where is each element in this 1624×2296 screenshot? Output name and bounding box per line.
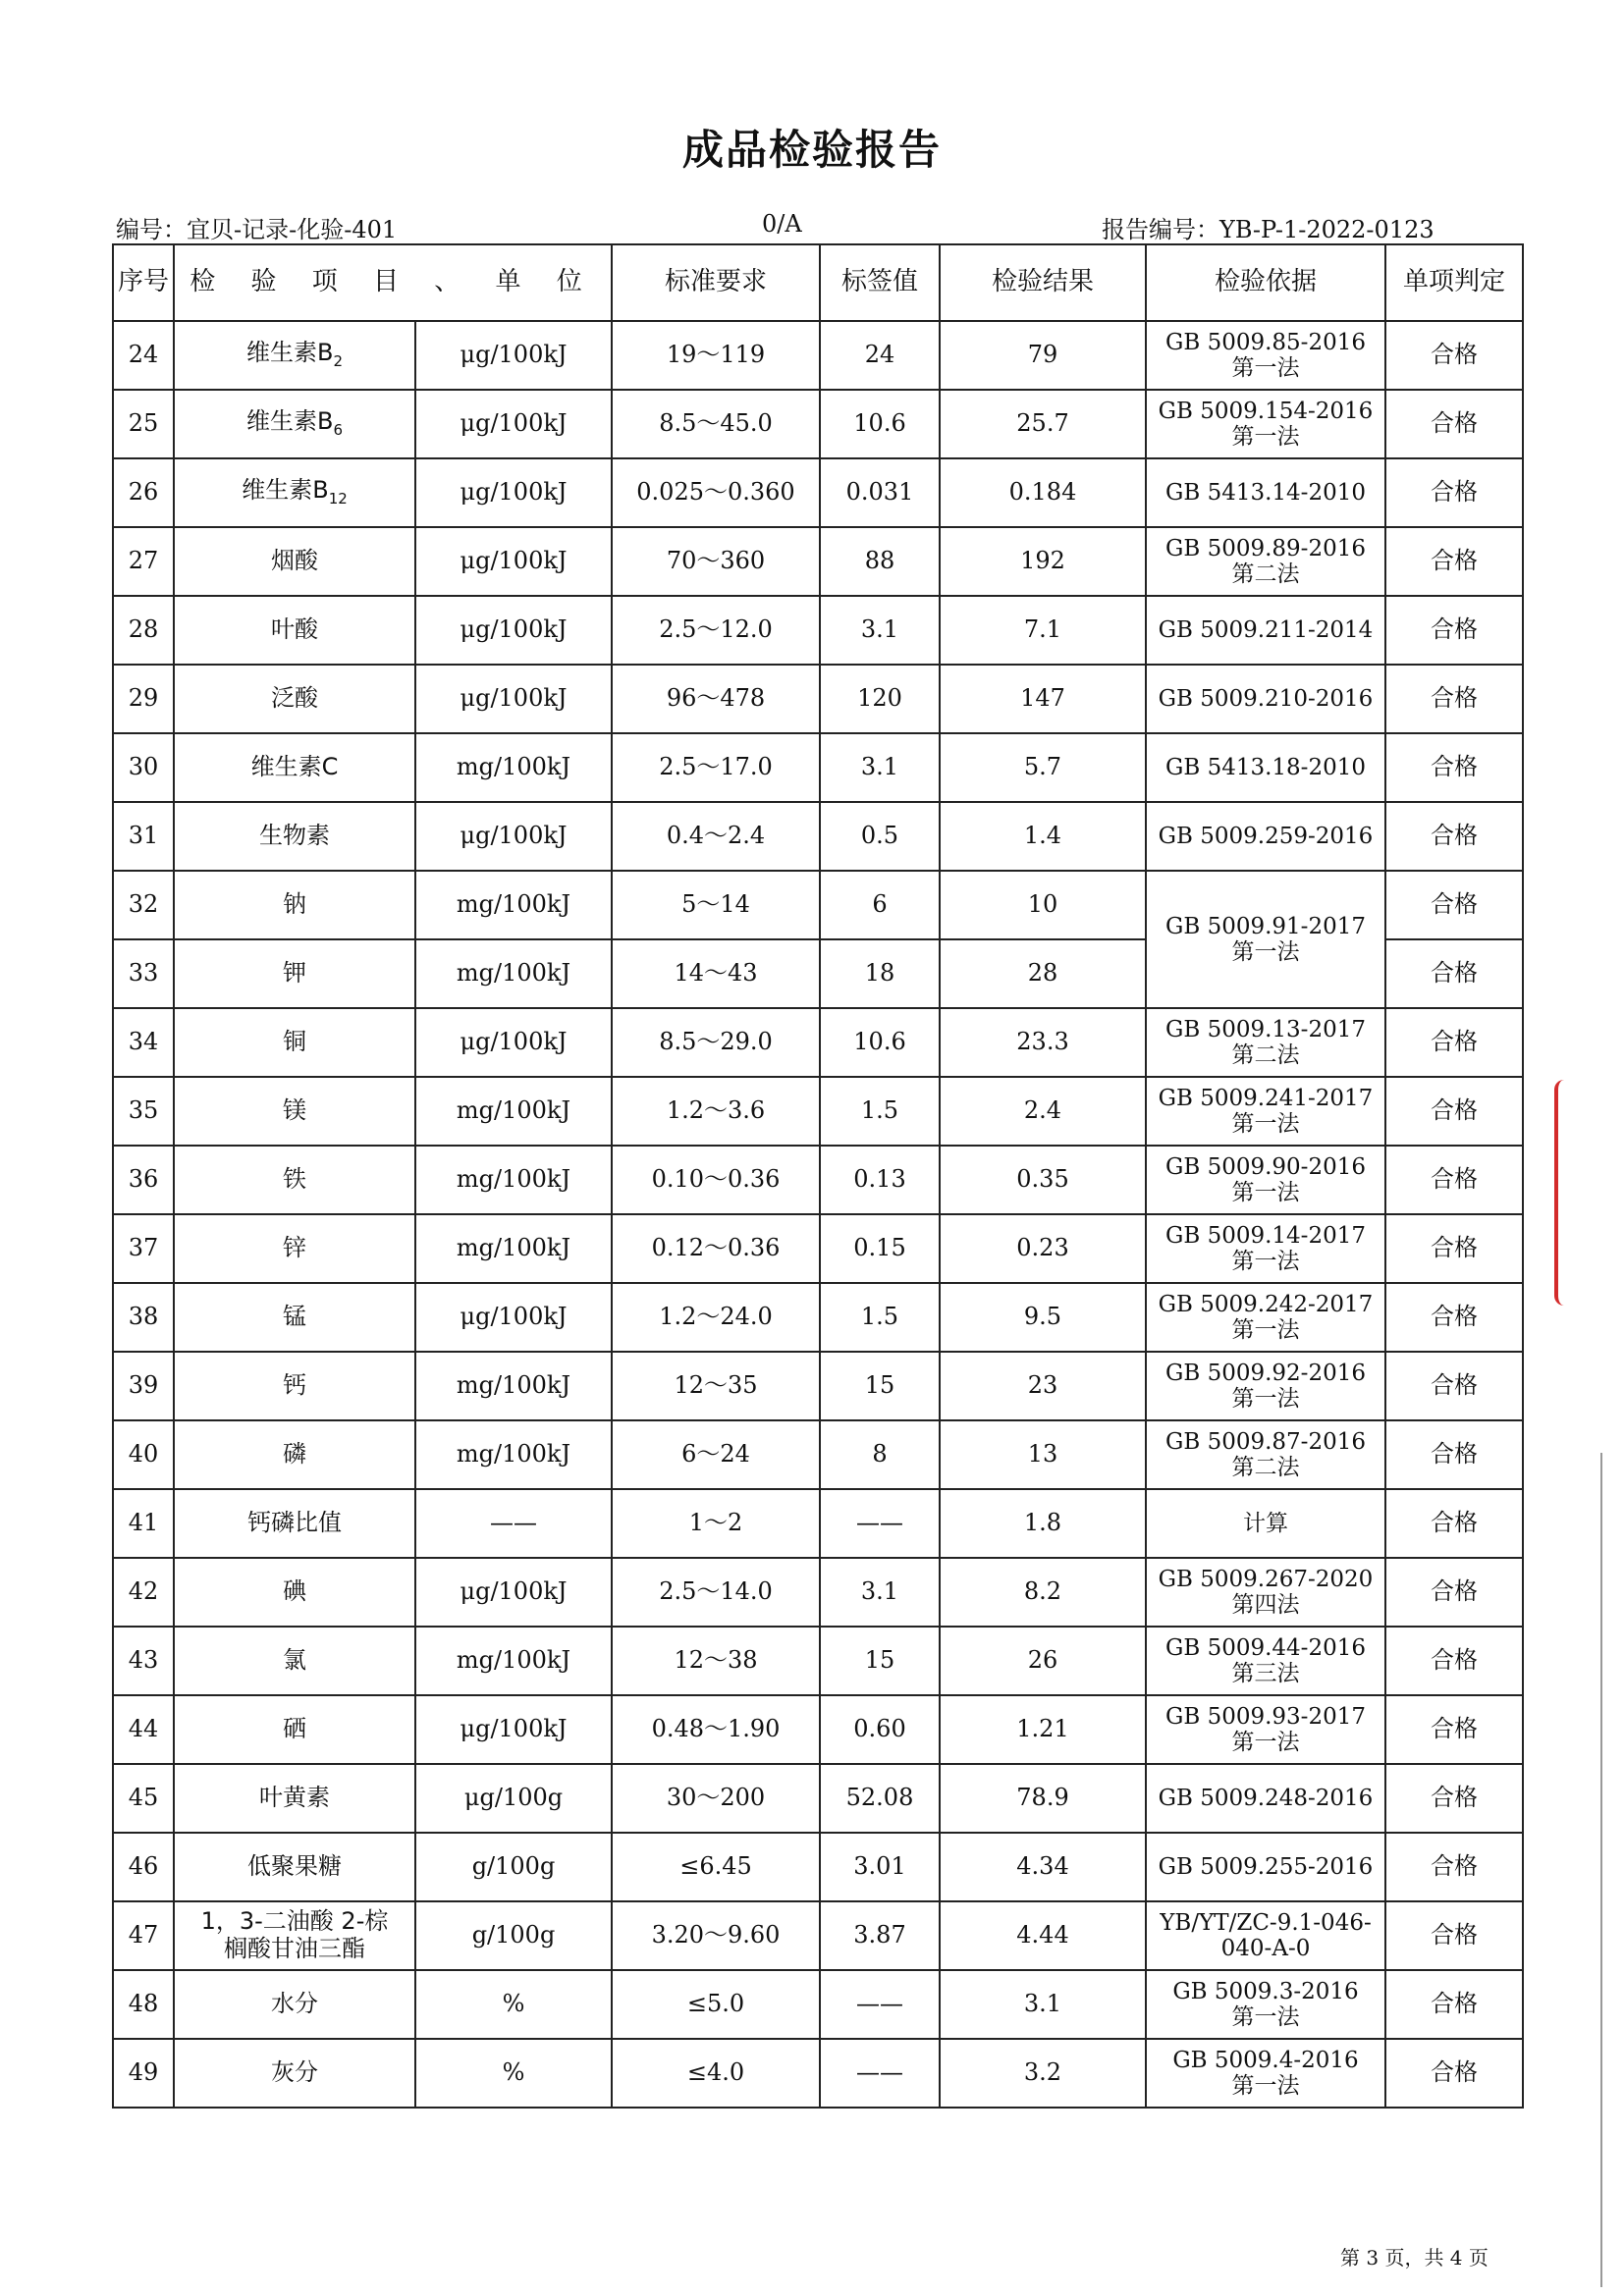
item-name-text: 水分 [271, 1990, 318, 2018]
item-name-text: 钾 [283, 959, 306, 988]
item-name-text: 磷 [283, 1440, 306, 1468]
test-result: 10 [940, 871, 1146, 939]
table-header-row [113, 244, 1523, 321]
test-basis: 计算 [1146, 1489, 1385, 1558]
item-unit: μg/100g [415, 1764, 612, 1833]
item-unit: μg/100kJ [415, 596, 612, 665]
row-number: 28 [113, 596, 174, 665]
test-basis: GB 5009.91-2017 第一法 [1146, 871, 1385, 1008]
standard-requirement: 14～43 [612, 939, 820, 1008]
page-footer: 第 3 页，共 4 页 [1340, 2246, 1489, 2269]
page-edge-line [1600, 1453, 1602, 2287]
standard-requirement: 0.025～0.360 [612, 458, 820, 527]
item-name [174, 733, 415, 802]
judgement: 合格 [1385, 1764, 1523, 1833]
test-result: 13 [940, 1420, 1146, 1489]
row-number: 38 [113, 1283, 174, 1352]
item-name-text: 铁 [283, 1165, 306, 1194]
label-value: —— [820, 1489, 940, 1558]
judgement: 合格 [1385, 665, 1523, 733]
table-row [113, 665, 1523, 733]
header-standard: 标准要求 [612, 244, 820, 321]
table-row [113, 458, 1523, 527]
item-name [174, 1077, 415, 1146]
item-name-subscript: 12 [328, 490, 348, 508]
item-unit: mg/100kJ [415, 939, 612, 1008]
item-unit: —— [415, 1489, 612, 1558]
test-basis: GB 5009.14-2017 第一法 [1146, 1214, 1385, 1283]
label-value: 3.1 [820, 733, 940, 802]
judgement: 合格 [1385, 1695, 1523, 1764]
row-number: 42 [113, 1558, 174, 1627]
judgement: 合格 [1385, 1970, 1523, 2039]
test-result: 7.1 [940, 596, 1146, 665]
test-result: 3.2 [940, 2039, 1146, 2108]
label-value: 0.13 [820, 1146, 940, 1214]
test-result: 26 [940, 1627, 1146, 1695]
judgement: 合格 [1385, 802, 1523, 871]
item-name [174, 1970, 415, 2039]
item-name-text: 锰 [283, 1303, 306, 1331]
test-basis: GB 5009.267-2020 第四法 [1146, 1558, 1385, 1627]
item-unit: μg/100kJ [415, 1008, 612, 1077]
item-unit: μg/100kJ [415, 321, 612, 390]
item-unit: μg/100kJ [415, 1283, 612, 1352]
test-result: 2.4 [940, 1077, 1146, 1146]
item-name-subscript: 2 [333, 352, 343, 371]
item-name-text: 维生素C [250, 753, 339, 781]
label-value: 15 [820, 1627, 940, 1695]
row-number: 48 [113, 1970, 174, 2039]
table-row [113, 1901, 1523, 1970]
header-result: 检验结果 [940, 244, 1146, 321]
table-row [113, 802, 1523, 871]
judgement: 合格 [1385, 1214, 1523, 1283]
table-row [113, 1764, 1523, 1833]
test-basis: GB 5009.210-2016 [1146, 665, 1385, 733]
test-basis: GB 5009.255-2016 [1146, 1833, 1385, 1901]
row-number: 30 [113, 733, 174, 802]
test-basis: GB 5413.18-2010 [1146, 733, 1385, 802]
label-value: 88 [820, 527, 940, 596]
item-unit: mg/100kJ [415, 1077, 612, 1146]
item-name-text: 低聚果糖 [247, 1852, 342, 1881]
standard-requirement: 19～119 [612, 321, 820, 390]
test-basis: GB 5009.87-2016 第二法 [1146, 1420, 1385, 1489]
label-value: 3.1 [820, 596, 940, 665]
label-value: 52.08 [820, 1764, 940, 1833]
row-number: 29 [113, 665, 174, 733]
judgement: 合格 [1385, 1146, 1523, 1214]
table-row [113, 1695, 1523, 1764]
test-result: 79 [940, 321, 1146, 390]
item-name [174, 802, 415, 871]
item-name [174, 1352, 415, 1420]
table-row [113, 1146, 1523, 1214]
item-name-text: 碘 [283, 1577, 306, 1606]
item-name [174, 1901, 415, 1970]
item-name-text: 钙 [283, 1371, 306, 1400]
test-basis: GB 5009.92-2016 第一法 [1146, 1352, 1385, 1420]
item-unit: mg/100kJ [415, 1214, 612, 1283]
red-stamp-fragment [1546, 1080, 1605, 1306]
item-name [174, 871, 415, 939]
item-unit: mg/100kJ [415, 1420, 612, 1489]
item-name-text: 铜 [283, 1028, 306, 1056]
judgement: 合格 [1385, 321, 1523, 390]
table-row [113, 527, 1523, 596]
test-result: 147 [940, 665, 1146, 733]
row-number: 32 [113, 871, 174, 939]
test-basis: GB 5413.14-2010 [1146, 458, 1385, 527]
judgement: 合格 [1385, 596, 1523, 665]
test-result: 23.3 [940, 1008, 1146, 1077]
item-name [174, 1695, 415, 1764]
row-number: 44 [113, 1695, 174, 1764]
test-result: 28 [940, 939, 1146, 1008]
item-name-text: 钙磷比值 [247, 1509, 342, 1537]
item-name [174, 1627, 415, 1695]
label-value: 10.6 [820, 1008, 940, 1077]
item-unit: μg/100kJ [415, 1558, 612, 1627]
judgement: 合格 [1385, 1558, 1523, 1627]
standard-requirement: 8.5～45.0 [612, 390, 820, 458]
standard-requirement: 1～2 [612, 1489, 820, 1558]
item-unit: g/100g [415, 1833, 612, 1901]
test-basis: GB 5009.93-2017 第一法 [1146, 1695, 1385, 1764]
item-name [174, 1764, 415, 1833]
standard-requirement: 0.12～0.36 [612, 1214, 820, 1283]
test-basis: YB/YT/ZC-9.1-046- 040-A-0 [1146, 1901, 1385, 1970]
table-row [113, 2039, 1523, 2108]
item-name [174, 939, 415, 1008]
judgement: 合格 [1385, 2039, 1523, 2108]
table-row [113, 1352, 1523, 1420]
standard-requirement: 12～35 [612, 1352, 820, 1420]
stamp-arc [1554, 1080, 1564, 1306]
item-name-text: 泛酸 [271, 684, 318, 713]
judgement: 合格 [1385, 1489, 1523, 1558]
test-result: 25.7 [940, 390, 1146, 458]
table-row [113, 1283, 1523, 1352]
item-name-text: 烟酸 [271, 547, 318, 575]
row-number: 39 [113, 1352, 174, 1420]
item-unit: μg/100kJ [415, 458, 612, 527]
test-result: 4.34 [940, 1833, 1146, 1901]
label-value: 0.5 [820, 802, 940, 871]
inspection-table [112, 243, 1524, 2109]
judgement: 合格 [1385, 939, 1523, 1008]
item-unit: % [415, 2039, 612, 2108]
row-number: 24 [113, 321, 174, 390]
item-name [174, 596, 415, 665]
item-name-subscript: 6 [333, 421, 343, 440]
standard-requirement: 70～360 [612, 527, 820, 596]
item-name [174, 1833, 415, 1901]
standard-requirement: 3.20～9.60 [612, 1901, 820, 1970]
standard-requirement: 0.4～2.4 [612, 802, 820, 871]
judgement: 合格 [1385, 1283, 1523, 1352]
item-name-text: 镁 [283, 1096, 306, 1125]
label-value: 0.60 [820, 1695, 940, 1764]
standard-requirement: 12～38 [612, 1627, 820, 1695]
label-value: 10.6 [820, 390, 940, 458]
standard-requirement: 1.2～24.0 [612, 1283, 820, 1352]
table-row [113, 1489, 1523, 1558]
judgement: 合格 [1385, 1420, 1523, 1489]
row-number: 45 [113, 1764, 174, 1833]
item-name-text: 维生素B [245, 339, 334, 367]
item-name [174, 1283, 415, 1352]
row-number: 37 [113, 1214, 174, 1283]
item-unit: g/100g [415, 1901, 612, 1970]
item-unit: mg/100kJ [415, 733, 612, 802]
item-name [174, 1558, 415, 1627]
item-name-text: 氯 [283, 1646, 306, 1675]
item-name [174, 321, 415, 390]
standard-requirement: 8.5～29.0 [612, 1008, 820, 1077]
test-result: 0.35 [940, 1146, 1146, 1214]
test-result: 23 [940, 1352, 1146, 1420]
standard-requirement: 30～200 [612, 1764, 820, 1833]
item-name-text: 叶黄素 [259, 1784, 330, 1812]
label-value: —— [820, 1970, 940, 2039]
table-row [113, 1008, 1523, 1077]
judgement: 合格 [1385, 1077, 1523, 1146]
item-name [174, 1214, 415, 1283]
row-number: 27 [113, 527, 174, 596]
table-row [113, 1420, 1523, 1489]
standard-requirement: 2.5～14.0 [612, 1558, 820, 1627]
test-basis: GB 5009.85-2016 第一法 [1146, 321, 1385, 390]
item-name [174, 1008, 415, 1077]
label-value: 3.1 [820, 1558, 940, 1627]
item-name-text: 叶酸 [271, 615, 318, 644]
judgement: 合格 [1385, 458, 1523, 527]
table-row [113, 390, 1523, 458]
judgement: 合格 [1385, 1833, 1523, 1901]
row-number: 26 [113, 458, 174, 527]
test-basis: GB 5009.44-2016 第三法 [1146, 1627, 1385, 1695]
test-basis: GB 5009.154-2016 第一法 [1146, 390, 1385, 458]
label-value: 15 [820, 1352, 940, 1420]
item-unit: μg/100kJ [415, 802, 612, 871]
test-result: 3.1 [940, 1970, 1146, 2039]
table-row [113, 871, 1523, 939]
label-value: 120 [820, 665, 940, 733]
test-basis: GB 5009.90-2016 第一法 [1146, 1146, 1385, 1214]
table-row [113, 321, 1523, 390]
report-title: 成品检验报告 [681, 126, 942, 174]
row-number: 25 [113, 390, 174, 458]
table-body [113, 321, 1523, 2108]
judgement: 合格 [1385, 527, 1523, 596]
table-row [113, 596, 1523, 665]
table-row [113, 733, 1523, 802]
item-name [174, 527, 415, 596]
item-name [174, 1146, 415, 1214]
test-basis: GB 5009.248-2016 [1146, 1764, 1385, 1833]
report-number: 报告编号：YB-P-1-2022-0123 [1102, 216, 1435, 243]
row-number: 33 [113, 939, 174, 1008]
item-name [174, 1420, 415, 1489]
table-row [113, 1833, 1523, 1901]
item-name-text: 生物素 [259, 822, 330, 850]
row-number: 36 [113, 1146, 174, 1214]
item-unit: mg/100kJ [415, 871, 612, 939]
row-number: 46 [113, 1833, 174, 1901]
label-value: 1.5 [820, 1283, 940, 1352]
label-value: 6 [820, 871, 940, 939]
row-number: 31 [113, 802, 174, 871]
test-basis: GB 5009.242-2017 第一法 [1146, 1283, 1385, 1352]
row-number: 35 [113, 1077, 174, 1146]
item-unit: mg/100kJ [415, 1627, 612, 1695]
standard-requirement: ≤4.0 [612, 2039, 820, 2108]
row-number: 47 [113, 1901, 174, 1970]
item-name [174, 458, 415, 527]
table-row [113, 1558, 1523, 1627]
header-seq: 序号 [113, 244, 174, 321]
table-row [113, 1214, 1523, 1283]
test-basis: GB 5009.3-2016 第一法 [1146, 1970, 1385, 2039]
test-result: 5.7 [940, 733, 1146, 802]
item-name-text: 锌 [283, 1234, 306, 1262]
judgement: 合格 [1385, 1901, 1523, 1970]
label-value: 3.01 [820, 1833, 940, 1901]
label-value: 1.5 [820, 1077, 940, 1146]
table-row [113, 1077, 1523, 1146]
label-value: 8 [820, 1420, 940, 1489]
judgement: 合格 [1385, 1627, 1523, 1695]
standard-requirement: ≤6.45 [612, 1833, 820, 1901]
item-name-text: 硒 [283, 1715, 306, 1743]
version-number: 0/A [762, 210, 802, 238]
header-judgement: 单项判定 [1385, 244, 1523, 321]
item-name-text: 1，3-二油酸 2-棕 榈酸甘油三酯 [200, 1907, 389, 1962]
item-unit: % [415, 1970, 612, 2039]
label-value: 24 [820, 321, 940, 390]
item-name-text: 钠 [283, 890, 306, 919]
standard-requirement: 5～14 [612, 871, 820, 939]
table-row [113, 1627, 1523, 1695]
standard-requirement: 6～24 [612, 1420, 820, 1489]
test-result: 9.5 [940, 1283, 1146, 1352]
item-unit: mg/100kJ [415, 1146, 612, 1214]
label-value: —— [820, 2039, 940, 2108]
row-number: 49 [113, 2039, 174, 2108]
test-result: 0.184 [940, 458, 1146, 527]
row-number: 40 [113, 1420, 174, 1489]
item-name [174, 665, 415, 733]
test-basis: GB 5009.89-2016 第二法 [1146, 527, 1385, 596]
test-result: 78.9 [940, 1764, 1146, 1833]
test-result: 1.8 [940, 1489, 1146, 1558]
judgement: 合格 [1385, 733, 1523, 802]
label-value: 0.031 [820, 458, 940, 527]
row-number: 34 [113, 1008, 174, 1077]
label-value: 18 [820, 939, 940, 1008]
test-result: 1.4 [940, 802, 1146, 871]
item-unit: μg/100kJ [415, 390, 612, 458]
test-basis: GB 5009.259-2016 [1146, 802, 1385, 871]
standard-requirement: 0.10～0.36 [612, 1146, 820, 1214]
row-number: 41 [113, 1489, 174, 1558]
test-result: 192 [940, 527, 1146, 596]
item-unit: μg/100kJ [415, 527, 612, 596]
header-label-value: 标签值 [820, 244, 940, 321]
label-value: 0.15 [820, 1214, 940, 1283]
judgement: 合格 [1385, 871, 1523, 939]
table-row [113, 1970, 1523, 2039]
item-name [174, 1489, 415, 1558]
item-name [174, 390, 415, 458]
test-result: 1.21 [940, 1695, 1146, 1764]
header-basis: 检验依据 [1146, 244, 1385, 321]
standard-requirement: 2.5～12.0 [612, 596, 820, 665]
standard-requirement: 2.5～17.0 [612, 733, 820, 802]
standard-requirement: 1.2～3.6 [612, 1077, 820, 1146]
standard-requirement: ≤5.0 [612, 1970, 820, 2039]
record-number: 编号：宜贝-记录-化验-401 [116, 216, 398, 243]
judgement: 合格 [1385, 390, 1523, 458]
standard-requirement: 0.48～1.90 [612, 1695, 820, 1764]
item-name-text: 灰分 [271, 2058, 318, 2087]
item-name [174, 2039, 415, 2108]
test-basis: GB 5009.241-2017 第一法 [1146, 1077, 1385, 1146]
judgement: 合格 [1385, 1008, 1523, 1077]
standard-requirement: 96～478 [612, 665, 820, 733]
item-unit: mg/100kJ [415, 1352, 612, 1420]
label-value: 3.87 [820, 1901, 940, 1970]
test-result: 8.2 [940, 1558, 1146, 1627]
test-basis: GB 5009.13-2017 第二法 [1146, 1008, 1385, 1077]
item-name-text: 维生素B [245, 407, 334, 436]
item-unit: μg/100kJ [415, 1695, 612, 1764]
header-item-unit: 检 验 项 目 、 单 位 [174, 244, 612, 321]
test-basis: GB 5009.4-2016 第一法 [1146, 2039, 1385, 2108]
test-result: 4.44 [940, 1901, 1146, 1970]
test-basis: GB 5009.211-2014 [1146, 596, 1385, 665]
item-unit: μg/100kJ [415, 665, 612, 733]
item-name-text: 维生素B [242, 476, 329, 505]
judgement: 合格 [1385, 1352, 1523, 1420]
row-number: 43 [113, 1627, 174, 1695]
test-result: 0.23 [940, 1214, 1146, 1283]
